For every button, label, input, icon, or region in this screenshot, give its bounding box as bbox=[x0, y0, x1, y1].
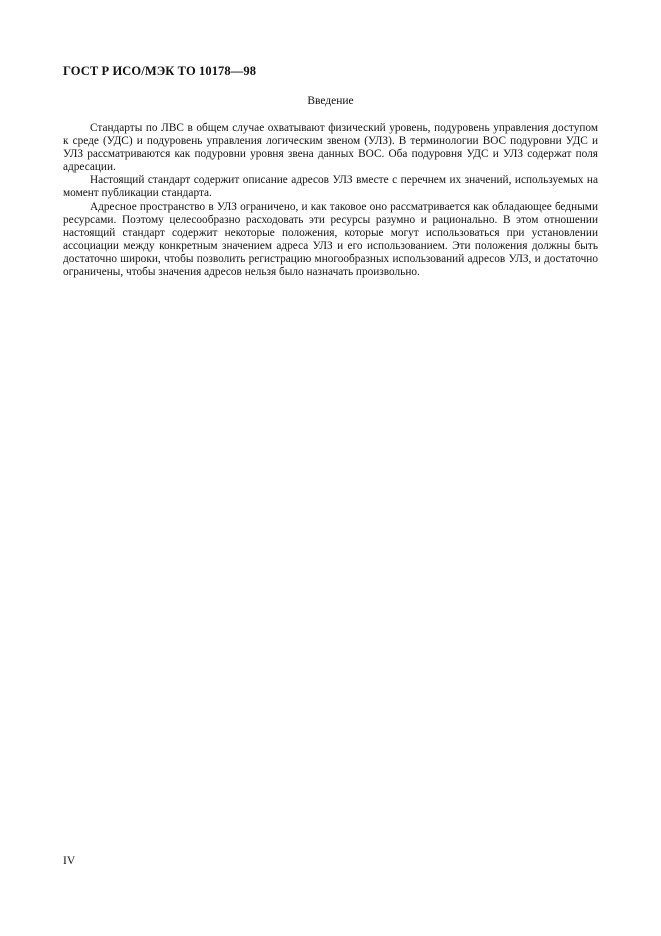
standard-designation: ГОСТ Р ИСО/МЭК ТО 10178—98 bbox=[63, 64, 257, 78]
introduction-body bbox=[63, 122, 598, 279]
page-number: IV bbox=[63, 855, 76, 867]
paragraph-lan-standards: Стандарты по ЛВС в общем случае охватывают физический уровень, подуровень управления доступом к среде (УДС) и подуровень управления логическим звеном (УЛЗ). В терминологии ВОС подуровни УДС и УЛЗ рассматриваются как подуровни уровня звена данных ВОС. Оба подуровня УДС и УЛЗ содержат поля адресации. bbox=[63, 122, 598, 174]
section-title-introduction: Введение bbox=[307, 95, 354, 107]
paragraph-address-space: Адресное пространство в УЛЗ ограничено, и как таковое оно рассматривается как обладающее бедными ресурсами. Поэтому целесообразно расходовать эти ресурсы разумно и рационально. В этом отношении настоящий стандарт содержит некоторые положения, которые могут использоваться при установлении ассоциации между конкретным значением адреса УЛЗ и его использованием. Эти положения должны быть достаточно широки, чтобы позволить регистрацию многообразных использований адресов УЛЗ, и достаточно ограничены, чтобы значения адресов нельзя было назначать произвольно. bbox=[63, 200, 598, 279]
paragraph-llc-addresses: Настоящий стандарт содержит описание адресов УЛЗ вместе с перечнем их значений, используемых на момент публикации стандарта. bbox=[63, 174, 598, 200]
